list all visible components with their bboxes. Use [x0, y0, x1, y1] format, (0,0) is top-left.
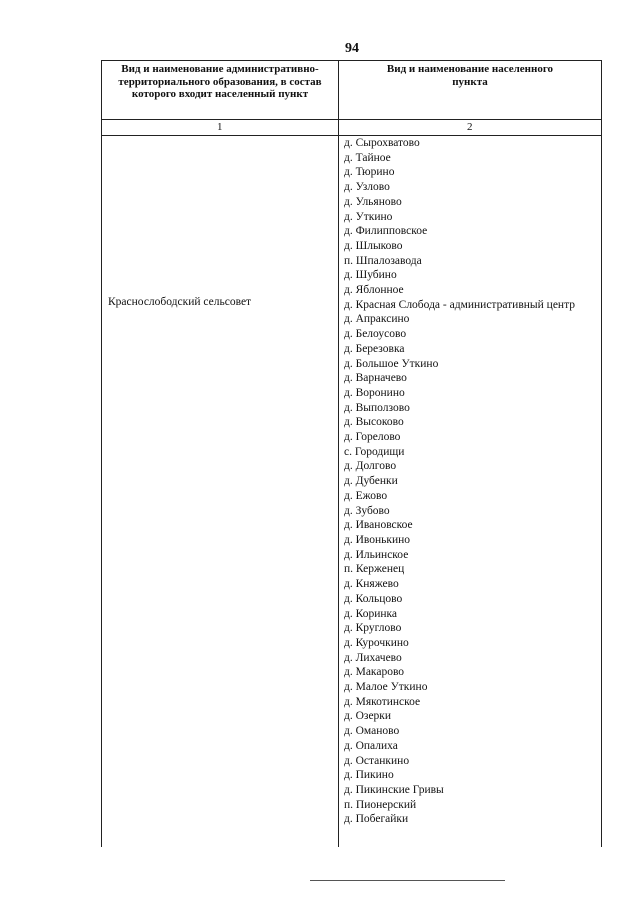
list-item: д. Выползово	[344, 401, 410, 414]
page-number: 94	[345, 41, 359, 56]
header-col2-text: Вид и наименование населенного пункта	[386, 63, 554, 88]
list-item: д. Останкино	[344, 754, 410, 767]
list-item: д. Пикинские Гривы	[344, 783, 444, 796]
list-item: д. Лихачево	[344, 651, 402, 664]
settlements-table	[101, 60, 602, 847]
list-item: д. Мякотинское	[344, 695, 421, 708]
list-item: д. Березовка	[344, 342, 405, 355]
list-item: д. Узлово	[344, 181, 390, 194]
place-list	[344, 136, 601, 827]
list-item: д. Ежово	[344, 489, 388, 502]
list-item: д. Сырохватово	[344, 137, 420, 149]
column-number-row	[102, 120, 601, 136]
table-body-row	[102, 136, 601, 847]
list-item: д. Малое Уткино	[344, 681, 428, 694]
list-item: д. Кольцово	[344, 592, 403, 605]
column-number-1: 1	[217, 121, 223, 133]
list-item: д. Зубово	[344, 504, 390, 517]
list-item: д. Филипповское	[344, 225, 428, 238]
list-item: п. Шпалозавода	[344, 254, 422, 267]
district-name: Краснослободский сельсовет	[108, 296, 252, 308]
list-item: д. Княжево	[344, 578, 399, 591]
list-item: д. Пикино	[344, 769, 394, 782]
list-item: д. Тайное	[344, 151, 391, 164]
list-item: п. Пионерский	[344, 798, 417, 811]
list-item: д. Круглово	[344, 622, 402, 635]
list-item: д. Белоусово	[344, 328, 407, 341]
list-item: д. Макарово	[344, 666, 405, 679]
list-item: д. Апраксино	[344, 313, 410, 326]
header-col1: Вид и наименование административно-территориального образования, в состав которого входит населенный пункт	[118, 63, 322, 100]
list-item: д. Оманово	[344, 725, 400, 738]
list-item: д. Ильинское	[344, 548, 409, 561]
list-item: д. Курочкино	[344, 636, 409, 649]
list-item: д. Побегайки	[344, 813, 409, 826]
list-item: д. Озерки	[344, 710, 392, 723]
list-item: д. Ульяново	[344, 195, 402, 208]
list-item: п. Керженец	[344, 563, 405, 576]
list-item: д. Яблонное	[344, 284, 404, 297]
list-item: д. Варначево	[344, 372, 407, 385]
list-item: д. Красная Слобода - административный центр	[344, 298, 575, 311]
list-item: д. Ивонькино	[344, 533, 411, 546]
header-col2	[338, 61, 601, 119]
list-item: д. Дубенки	[344, 475, 398, 488]
list-item: д. Горелово	[344, 431, 401, 444]
list-item: д. Большое Уткино	[344, 357, 439, 370]
list-item: д. Шлыково	[344, 239, 403, 252]
district-cell	[102, 136, 338, 847]
list-item: д. Шубино	[344, 269, 397, 282]
table-header-row	[102, 60, 601, 120]
list-item: д. Воронино	[344, 386, 405, 399]
list-item: д. Тюрино	[344, 166, 395, 179]
list-item: д. Высоково	[344, 416, 404, 429]
list-item: д. Коринка	[344, 607, 398, 620]
list-item: д. Долгово	[344, 460, 397, 473]
places-cell	[338, 136, 601, 847]
list-item: д. Опалиха	[344, 739, 398, 752]
list-item: с. Городищи	[344, 445, 405, 458]
list-item: д. Уткино	[344, 210, 393, 223]
list-item: д. Ивановское	[344, 519, 413, 532]
bottom-rule	[310, 880, 505, 881]
column-number-2: 2	[338, 120, 601, 135]
